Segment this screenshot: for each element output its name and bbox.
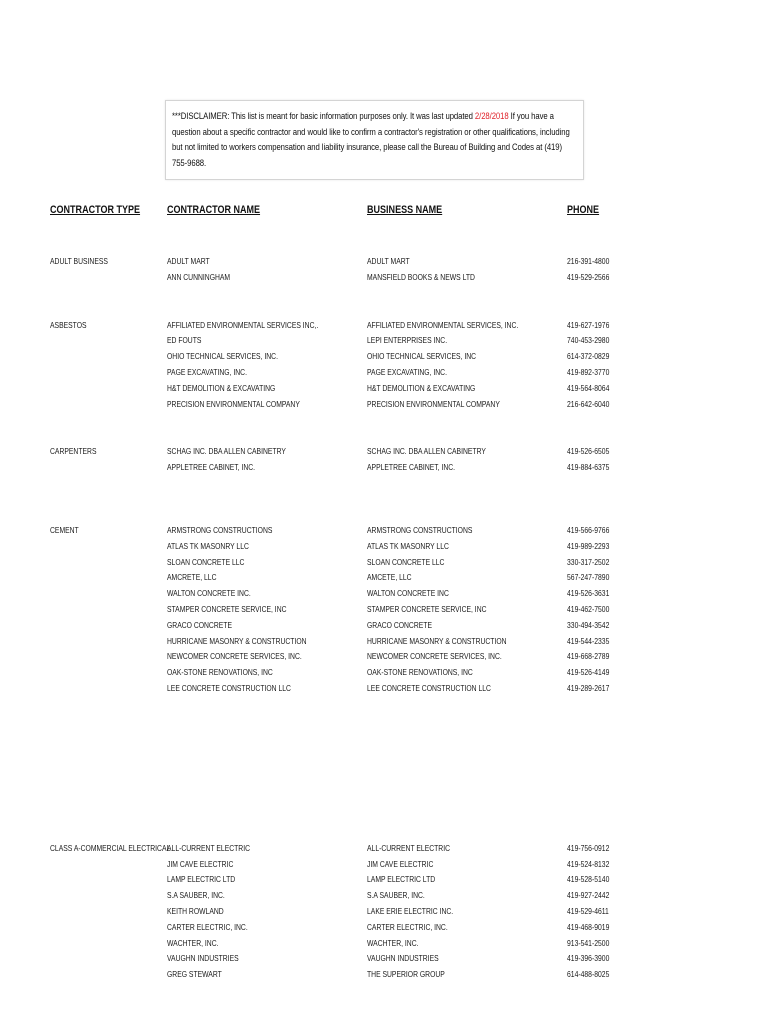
contractor-name: ANN CUNNINGHAM [167, 271, 231, 282]
contractor-type: ASBESTOS [50, 319, 87, 330]
table-row [0, 619, 768, 635]
phone-number: 419-289-2617 [567, 682, 610, 693]
table-row [0, 445, 768, 461]
contractor-name: GRACO CONCRETE [167, 619, 232, 630]
table-row [0, 937, 768, 953]
phone-number: 419-566-9766 [567, 524, 610, 535]
business-name: VAUGHN INDUSTRIES [367, 953, 439, 964]
phone-number: 419-528-5140 [567, 874, 610, 885]
phone-number: 419-884-6375 [567, 462, 610, 473]
table-row [0, 905, 768, 921]
phone-number: 419-526-4149 [567, 667, 610, 678]
phone-number: 567-247-7890 [567, 572, 610, 583]
table-row [0, 571, 768, 587]
phone-number: 419-524-8132 [567, 858, 610, 869]
contractor-name: GREG STEWART [167, 969, 222, 980]
contractor-name: SLOAN CONCRETE LLC [167, 556, 245, 567]
disclaimer-part2: If you have a question about a specific contractor and would like to confirm a contractor's registration or other qualifications, including but not limited to workers compensation and liability insurance, please call the Bureau of Building and Codes at (419) 755-9688. [172, 111, 570, 168]
table-row [0, 921, 768, 937]
phone-number: 740-453-2980 [567, 335, 610, 346]
table-row [0, 873, 768, 889]
table-row [0, 382, 768, 398]
contractor-name: APPLETREE CABINET, INC. [167, 462, 256, 473]
contractor-name: OHIO TECHNICAL SERVICES, INC. [167, 351, 278, 362]
phone-number: 913-541-2500 [567, 937, 610, 948]
table-row [0, 952, 768, 968]
contractor-name: OAK-STONE RENOVATIONS, INC [167, 667, 273, 678]
business-name: THE SUPERIOR GROUP [367, 969, 445, 980]
phone-number: 614-372-0829 [567, 351, 610, 362]
table-row [0, 889, 768, 905]
phone-number: 419-756-0912 [567, 842, 610, 853]
contractor-name: NEWCOMER CONCRETE SERVICES, INC. [167, 651, 302, 662]
header-contractor-name: CONTRACTOR NAME [167, 204, 261, 216]
contractor-name: LAMP ELECTRIC LTD [167, 874, 236, 885]
table-row [0, 524, 768, 540]
contractor-section [0, 319, 768, 414]
contractor-type: CLASS A-COMMERCIAL ELECTRICAL [50, 842, 171, 853]
business-name: ADULT MART [367, 256, 410, 266]
business-name: WALTON CONCRETE INC [367, 588, 449, 599]
phone-number: 419-468-9019 [567, 921, 610, 932]
contractor-type: CARPENTERS [50, 446, 97, 457]
contractor-name: ARMSTRONG CONSTRUCTIONS [167, 524, 273, 535]
table-row [0, 603, 768, 619]
contractor-section [0, 255, 768, 287]
phone-number: 419-564-8064 [567, 382, 610, 393]
business-name: SLOAN CONCRETE LLC [367, 556, 445, 567]
business-name: LEPI ENTERPRISES INC. [367, 335, 448, 346]
table-row [0, 255, 768, 271]
business-name: PAGE EXCAVATING, INC. [367, 366, 447, 377]
business-name: ARMSTRONG CONSTRUCTIONS [367, 524, 473, 535]
contractor-name: ALL-CURRENT ELECTRIC [167, 842, 251, 853]
table-row [0, 650, 768, 666]
phone-number: 419-989-2293 [567, 540, 610, 551]
phone-number: 614-488-8025 [567, 969, 610, 980]
contractor-name: ATLAS TK MASONRY LLC [167, 540, 249, 551]
header-contractor-type: CONTRACTOR TYPE [50, 204, 141, 216]
business-name: MANSFIELD BOOKS & NEWS LTD [367, 271, 475, 282]
contractor-name: JIM CAVE ELECTRIC [167, 858, 234, 869]
contractor-name: PRECISION ENVIRONMENTAL COMPANY [167, 398, 300, 409]
contractor-name: WACHTER, INC. [167, 937, 219, 948]
table-row [0, 540, 768, 556]
table-row [0, 271, 768, 287]
contractor-list [0, 255, 768, 984]
business-name: SCHAG INC. DBA ALLEN CABINETRY [367, 446, 486, 457]
business-name: S.A SAUBER, INC. [367, 890, 425, 901]
table-row [0, 398, 768, 414]
business-name: ATLAS TK MASONRY LLC [367, 540, 449, 551]
table-row [0, 334, 768, 350]
business-name: LAMP ELECTRIC LTD [367, 874, 436, 885]
contractor-section [0, 524, 768, 698]
table-row [0, 556, 768, 572]
phone-number: 419-544-2335 [567, 635, 610, 646]
business-name: ALL-CURRENT ELECTRIC [367, 842, 451, 853]
contractor-name: ADULT MART [167, 256, 210, 266]
table-row [0, 666, 768, 682]
table-row [0, 461, 768, 477]
table-row [0, 635, 768, 651]
phone-number: 419-529-4611 [567, 905, 609, 916]
phone-number: 419-668-2789 [567, 651, 610, 662]
contractor-section [0, 445, 768, 477]
business-name: HURRICANE MASONRY & CONSTRUCTION [367, 635, 507, 646]
phone-number: 216-642-6040 [567, 398, 610, 409]
contractor-name: LEE CONCRETE CONSTRUCTION LLC [167, 682, 291, 693]
contractor-name: STAMPER CONCRETE SERVICE, INC [167, 603, 287, 614]
business-name: APPLETREE CABINET, INC. [367, 462, 456, 473]
business-name: CARTER ELECTRIC, INC. [367, 921, 448, 932]
business-name: AFFILIATED ENVIRONMENTAL SERVICES, INC. [367, 319, 519, 330]
phone-number: 330-317-2502 [567, 556, 610, 567]
phone-number: 419-529-2566 [567, 271, 610, 282]
table-row [0, 858, 768, 874]
contractor-name: S.A SAUBER, INC. [167, 890, 225, 901]
table-row [0, 682, 768, 698]
phone-number: 419-526-6505 [567, 446, 610, 457]
business-name: H&T DEMOLITION & EXCAVATING [367, 382, 476, 393]
contractor-name: PAGE EXCAVATING, INC. [167, 366, 247, 377]
phone-number: 419-396-3900 [567, 953, 610, 964]
contractor-name: ED FOUTS [167, 335, 202, 346]
disclaimer-text [172, 109, 576, 171]
contractor-name: HURRICANE MASONRY & CONSTRUCTION [167, 635, 307, 646]
contractor-name: VAUGHN INDUSTRIES [167, 953, 239, 964]
business-name: AMCETE, LLC [367, 572, 412, 583]
phone-number: 330-494-3542 [567, 619, 610, 630]
header-business-name: BUSINESS NAME [367, 204, 443, 216]
header-phone: PHONE [567, 204, 600, 216]
last-updated-date: 2/28/2018 [474, 111, 509, 121]
business-name: NEWCOMER CONCRETE SERVICES, INC. [367, 651, 502, 662]
phone-number: 419-892-3770 [567, 366, 610, 377]
contractor-name: AMCRETE, LLC [167, 572, 217, 583]
disclaimer-part1: ***DISCLAIMER: This list is meant for basic information purposes only. It was last updated [172, 111, 475, 121]
business-name: JIM CAVE ELECTRIC [367, 858, 434, 869]
table-row [0, 968, 768, 984]
business-name: PRECISION ENVIRONMENTAL COMPANY [367, 398, 500, 409]
contractor-name: KEITH ROWLAND [167, 905, 224, 916]
contractor-name: AFFILIATED ENVIRONMENTAL SERVICES INC,. [167, 319, 319, 330]
business-name: OAK-STONE RENOVATIONS, INC [367, 667, 473, 678]
business-name: LEE CONCRETE CONSTRUCTION LLC [367, 682, 491, 693]
table-row [0, 842, 768, 858]
disclaimer-box [165, 100, 584, 180]
phone-number: 419-526-3631 [567, 588, 610, 599]
contractor-name: SCHAG INC. DBA ALLEN CABINETRY [167, 446, 286, 457]
contractor-type: CEMENT [50, 524, 79, 535]
phone-number: 419-627-1976 [567, 319, 610, 330]
table-row [0, 319, 768, 335]
business-name: OHIO TECHNICAL SERVICES, INC [367, 351, 477, 362]
phone-number: 419-462-7500 [567, 603, 610, 614]
business-name: STAMPER CONCRETE SERVICE, INC [367, 603, 487, 614]
contractor-name: WALTON CONCRETE INC. [167, 588, 251, 599]
contractor-section [0, 842, 768, 984]
business-name: LAKE ERIE ELECTRIC INC. [367, 905, 454, 916]
contractor-name: CARTER ELECTRIC, INC. [167, 921, 248, 932]
business-name: WACHTER, INC. [367, 937, 419, 948]
business-name: GRACO CONCRETE [367, 619, 432, 630]
phone-number: 216-391-4800 [567, 256, 610, 266]
contractor-type: ADULT BUSINESS [50, 256, 108, 266]
phone-number: 419-927-2442 [567, 890, 610, 901]
contractor-name: H&T DEMOLITION & EXCAVATING [167, 382, 276, 393]
table-row [0, 350, 768, 366]
table-row [0, 366, 768, 382]
table-row [0, 587, 768, 603]
